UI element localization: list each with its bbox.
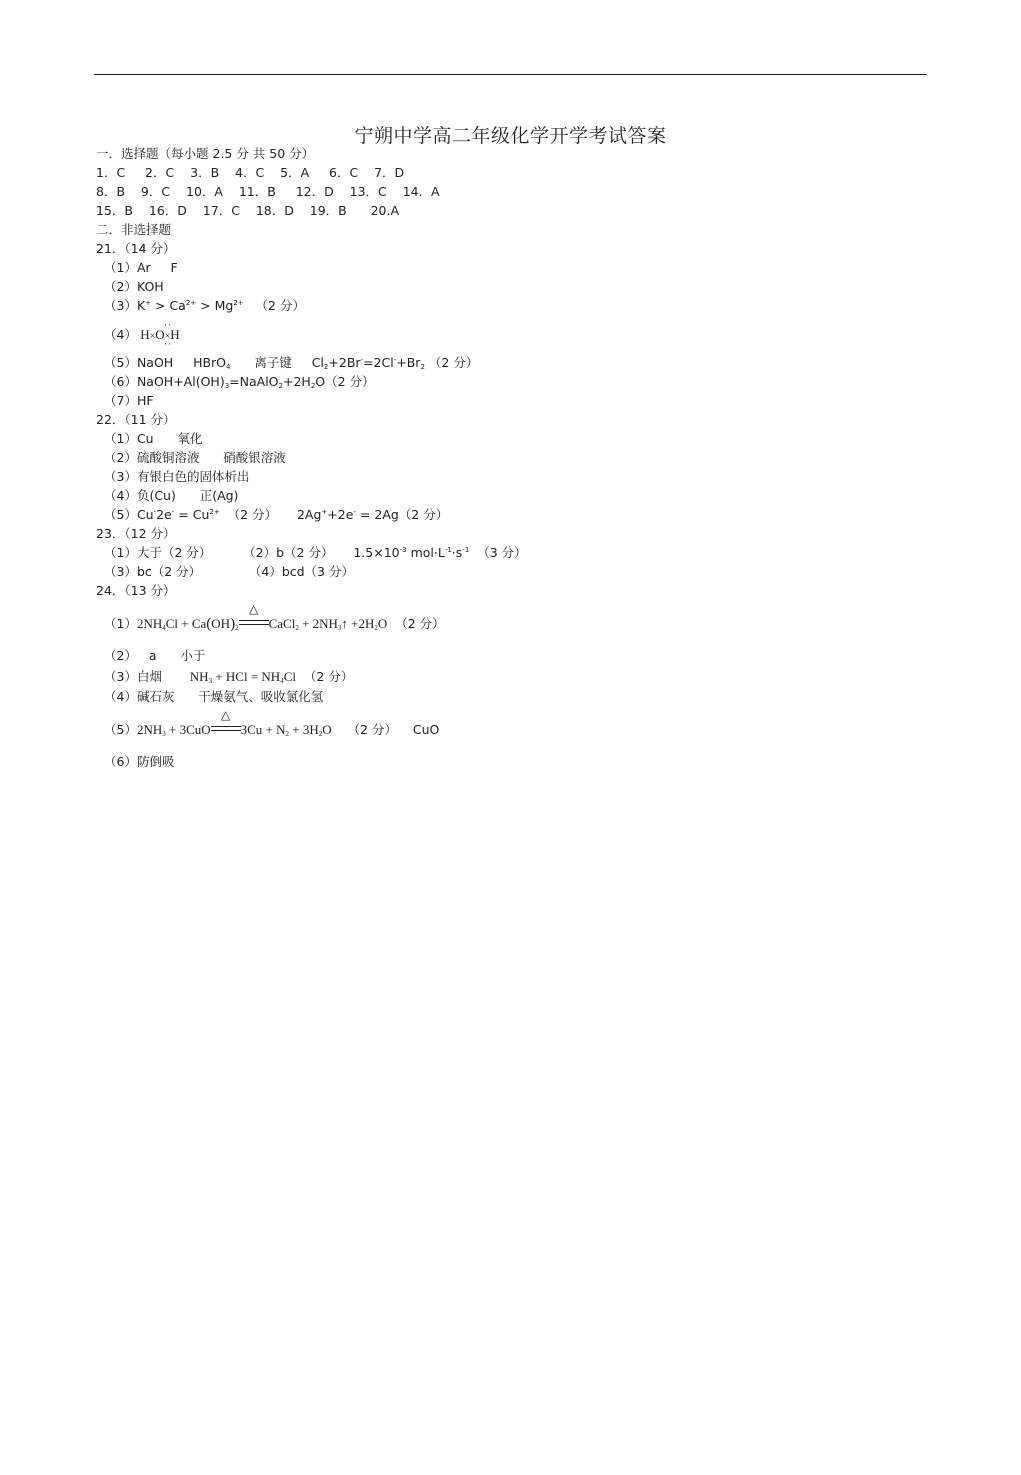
q24-answer-5: $(5)2NH_3 + 3CuO$ △ $3Cu + N_2 + 3H_2O$ （2 分） CuO	[104, 708, 440, 738]
q22-answer-5: $(5)Cu^-2e^- = Cu^{2+}$ （2 分） 2Ag++2e- = 2Ag（2 分）	[104, 507, 449, 522]
q21-heading: 21．（14 分）	[96, 241, 176, 256]
water-lewis-structure: H×O×H ·· ··	[137, 327, 180, 345]
q22-heading: 22．（11 分）	[96, 412, 176, 427]
delta-symbol: △	[248, 602, 259, 616]
answer-row-3: 15．B 16．D 17．C 18．D 19．B 20.A	[96, 203, 400, 218]
section1-heading: 一．选择题（每小题 2.5 分 共 50 分）	[96, 146, 315, 161]
q22-answer-3: （3）有银白色的固体析出	[104, 469, 250, 484]
q24-answer-1: $(1)2NH_4Cl + Ca(OH)_2$ △ CaCl$_2$ + $2NH_3↑ +2H_2O$ （2 分）	[104, 602, 445, 632]
q23-answer-1: （1）大于（2 分） （2）b（2 分） $1.5\times 10^{-3}$ $mol\cdot L^{-1}\cdot s^{-1}$ （3 分）	[104, 545, 527, 560]
q21-answer-7: （7）HF	[104, 393, 154, 408]
delta-symbol: △	[221, 708, 231, 722]
q24-answer-4: （4）碱石灰 干燥氨气、吸收氯化氢	[104, 689, 324, 704]
equation-ammonia-prep: $2NH_4Cl + Ca(OH)_2$ △ CaCl$_2$ + $2NH_3↑ +2H_2O$	[136, 602, 388, 632]
q22-answer-4: （4）负(Cu) 正(Ag)	[104, 488, 239, 503]
double-bar	[239, 620, 269, 625]
answer-row-2: 8．B 9．C 10．A 11．B 12．D 13．C 14．A	[96, 184, 440, 199]
answer-row-1: 1．C 2．C 3．B 4．C 5．A 6．C 7．D	[96, 165, 405, 180]
header-rule	[94, 74, 927, 75]
heat-condition	[239, 602, 269, 632]
q24-answer-2: （2） a 小于	[104, 648, 206, 663]
lone-pair-top: ··	[163, 320, 172, 330]
q21-answer-6: $(6)NaOH+Al(OH)_3=NaAlO_2+2H_2O(2$ 分）	[104, 374, 375, 390]
heat-condition	[211, 708, 241, 738]
q23-answer-2: （3）bc（2 分） （4）bcd（3 分）	[104, 564, 354, 579]
q21-answer-3: $(3)K^+ > Ca^{2+} > Mg^{2+}$ （2 分）	[104, 298, 305, 313]
q21-answer-2: （2）KOH	[104, 279, 164, 294]
double-bar	[211, 726, 241, 731]
section2-heading: 二．非选择题	[96, 222, 172, 237]
q21-answer-5: （5）NaOH HBrO$_4$ 离子键 $Cl_2+2Br^-=2Cl^-+Br_2$ （2 分）	[104, 355, 479, 371]
q21-answer-4: （4） H×O×H ·· ··	[104, 327, 180, 345]
q24-heading: 24．（13 分）	[96, 583, 176, 598]
lone-pair-bottom: ··	[163, 339, 172, 349]
page-title: 宁朔中学高二年级化学开学考试答案	[354, 125, 667, 147]
q21-answer-1: （1）Ar F	[104, 260, 178, 275]
q22-answer-2: （2）硫酸铜溶液 硝酸银溶液	[104, 450, 286, 465]
q24-answer-6: （6）防倒吸	[104, 754, 175, 769]
q23-heading: 23．（12 分）	[96, 526, 176, 541]
equation-white-smoke: $NH_3$ + HCl = $NH_4Cl$	[189, 669, 296, 685]
equation-ammonia-cuo: $2NH_3 + 3CuO$ △ $3Cu + N_2 + 3H_2O$	[136, 708, 332, 738]
q22-answer-1: （1）Cu 氧化	[104, 431, 203, 446]
q24-answer-3: （3）白烟 $NH_3$ + HCl = $NH_4Cl$ （2 分）	[104, 669, 354, 685]
